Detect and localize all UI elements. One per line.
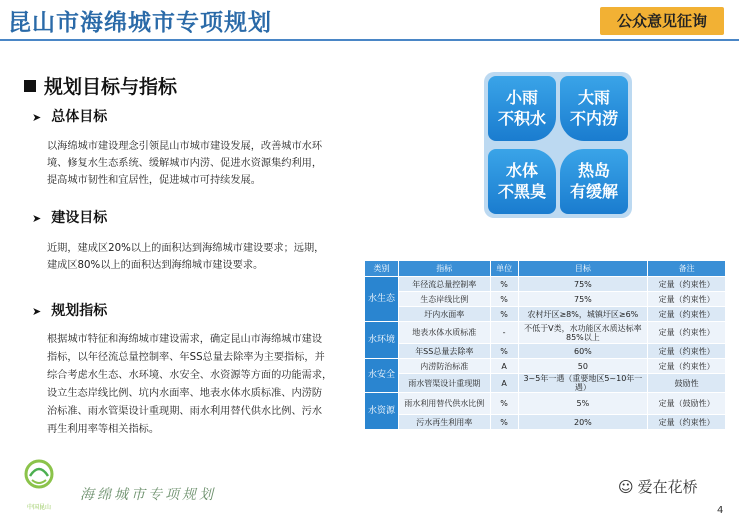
arrow-bullet-icon: ➤ — [32, 111, 42, 124]
text-line: 治标准、雨水管渠设计重现期、雨水利用替代供水比例、污水 — [47, 406, 323, 417]
text-line: 提高城市韧性和宜居性，促进城市可持续发展。 — [47, 175, 261, 186]
square-bullet-icon — [24, 80, 36, 92]
goal-tile-heat-island — [560, 149, 628, 214]
table-cell: 75% — [518, 292, 648, 307]
tile-line: 小雨 — [505, 88, 538, 107]
table-row — [365, 307, 726, 322]
text-line: 近期，建成区20%以上的面积达到海绵城市建设要求；远期， — [47, 243, 325, 254]
goal-heading-label: 建设目标 — [51, 210, 108, 226]
table-row — [365, 415, 726, 430]
table-cell: 定量（约束性） — [648, 359, 726, 374]
column-header: 单位 — [490, 261, 518, 277]
page-number: 4 — [717, 505, 724, 516]
arrow-bullet-icon: ➤ — [32, 305, 42, 318]
category-cell: 水资源 — [365, 393, 399, 430]
table-row — [365, 292, 726, 307]
goal-text-overall — [47, 138, 322, 189]
table-cell: A — [490, 374, 518, 393]
table-cell: 地表水体水质标准 — [398, 322, 490, 344]
tile-line: 热岛 — [577, 161, 610, 180]
column-header: 指标 — [398, 261, 490, 277]
table-cell: 50 — [518, 359, 648, 374]
kunshan-logo — [20, 458, 58, 511]
section-title: 规划目标与指标 — [44, 76, 178, 98]
table-cell: 定量（鼓励性） — [648, 393, 726, 415]
section-heading — [24, 72, 177, 99]
table-cell: 生态岸线比例 — [398, 292, 490, 307]
table-cell: 75% — [518, 277, 648, 292]
goal-text-construction — [47, 240, 324, 274]
table-cell: 不低于Ⅴ类，水功能区水质达标率85%以上 — [518, 322, 648, 344]
goal-heading-label: 总体目标 — [51, 109, 108, 125]
table-row — [365, 359, 726, 374]
table-cell: % — [490, 344, 518, 359]
wechat-icon: ☺ — [618, 478, 634, 496]
table-cell: % — [490, 415, 518, 430]
tile-line: 有缓解 — [569, 182, 618, 201]
sponge-city-goals-graphic — [484, 72, 632, 218]
goal-heading-overall — [32, 106, 107, 126]
tile-line: 不黑臭 — [497, 182, 546, 201]
indicator-table — [364, 260, 726, 430]
goal-text-indicators — [47, 331, 332, 439]
table-cell: 定量（约束性） — [648, 344, 726, 359]
table-row — [365, 393, 726, 415]
text-line: 综合考虑水生态、水环境、水安全、水资源等方面的功能需求， — [47, 370, 333, 381]
table-cell: A — [490, 359, 518, 374]
text-line: 以海绵城市建设理念引领昆山市城市建设发展，改善城市水环 — [47, 141, 323, 152]
category-cell: 水生态 — [365, 277, 399, 322]
table-cell: 定量（约束性） — [648, 415, 726, 430]
goal-heading-indicators — [32, 300, 107, 320]
goal-tile-light-rain — [488, 76, 556, 141]
table-cell: 60% — [518, 344, 648, 359]
wechat-account: 爱在花桥 — [637, 478, 698, 496]
table-cell: 20% — [518, 415, 648, 430]
table-cell: 年径流总量控制率 — [398, 277, 490, 292]
table-cell: 雨水利用替代供水比例 — [398, 393, 490, 415]
table-cell: 5% — [518, 393, 648, 415]
table-cell: 鼓励性 — [648, 374, 726, 393]
column-header: 目标 — [518, 261, 648, 277]
table-row — [365, 344, 726, 359]
category-cell: 水安全 — [365, 359, 399, 393]
table-header-row — [365, 261, 726, 277]
table-cell: 农村圩区≥8%，城镇圩区≥6% — [518, 307, 648, 322]
goal-heading-label: 规划指标 — [51, 303, 108, 319]
tile-line: 水体 — [505, 161, 538, 180]
text-line: 设立生态岸线比例、坑内水面率、地表水体水质标准、内涝防 — [47, 388, 323, 399]
table-cell: 定量（约束性） — [648, 277, 726, 292]
tile-line: 不内涝 — [569, 109, 618, 128]
table-cell: 雨水管渠设计重现期 — [398, 374, 490, 393]
table-cell: 3~5年一遇（重要地区5~10年一遇） — [518, 374, 648, 393]
footer-caption: 海绵城市专项规划 — [80, 487, 216, 503]
goal-heading-construction — [32, 207, 107, 227]
goal-tile-heavy-rain — [560, 76, 628, 141]
wechat-watermark — [618, 476, 698, 497]
table-cell: 定量（约束性） — [648, 292, 726, 307]
page-title: 昆山市海绵城市专项规划 — [8, 10, 272, 36]
text-line: 再生利用率等相关指标。 — [47, 424, 160, 435]
column-header: 备注 — [648, 261, 726, 277]
consultation-badge: 公众意见征询 — [600, 7, 724, 35]
arrow-bullet-icon: ➤ — [32, 212, 42, 225]
table-cell: % — [490, 277, 518, 292]
table-row — [365, 277, 726, 292]
text-line: 建成区80%以上的面积达到海绵城市建设要求。 — [47, 260, 264, 271]
table-cell: 圩内水面率 — [398, 307, 490, 322]
text-line: 指标，以年径流总量控制率、年SS总量去除率为主要指标，并 — [47, 352, 325, 363]
table-cell: - — [490, 322, 518, 344]
table-cell: % — [490, 307, 518, 322]
text-line: 根据城市特征和海绵城市建设需求，确定昆山市海绵城市建设 — [47, 334, 323, 345]
table-cell: 年SS总量去除率 — [398, 344, 490, 359]
column-header: 类别 — [365, 261, 399, 277]
table-cell: 定量（约束性） — [648, 322, 726, 344]
tile-line: 不积水 — [497, 109, 546, 128]
logo-small-text: 中国昆山 — [26, 504, 51, 511]
table-cell: 污水再生利用率 — [398, 415, 490, 430]
goal-tile-water-body — [488, 149, 556, 214]
table-row — [365, 322, 726, 344]
category-cell: 水环境 — [365, 322, 399, 359]
table-cell: 定量（约束性） — [648, 307, 726, 322]
table-row — [365, 374, 726, 393]
text-line: 境、修复水生态系统、缓解城市内涝、促进水资源集约利用， — [47, 158, 323, 169]
title-divider — [0, 39, 739, 41]
tile-line: 大雨 — [577, 88, 610, 107]
table-cell: 内涝防治标准 — [398, 359, 490, 374]
table-cell: % — [490, 292, 518, 307]
table-cell: % — [490, 393, 518, 415]
